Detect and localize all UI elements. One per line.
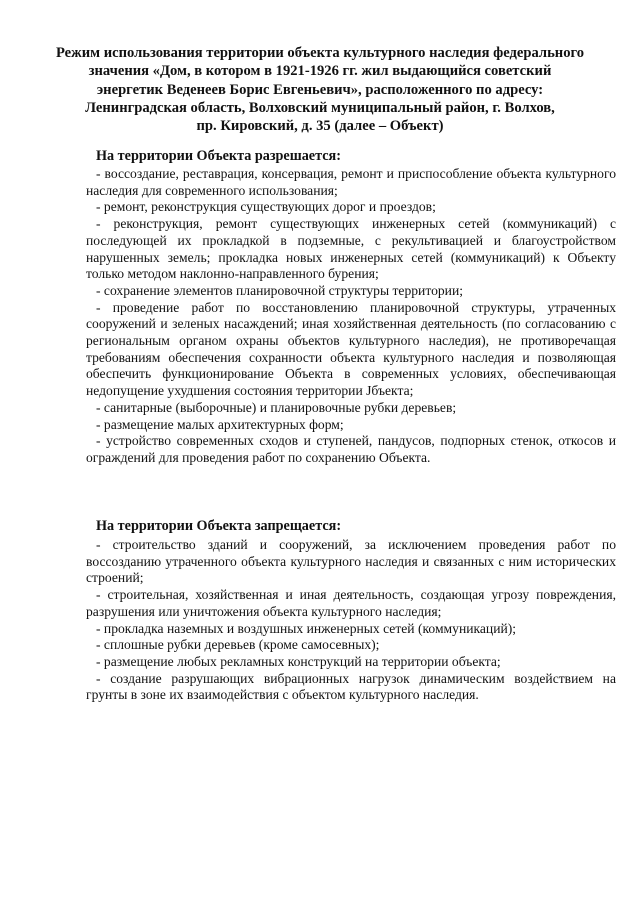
title-line: значения «Дом, в котором в 1921-1926 гг. жил выдающийся советский bbox=[88, 63, 552, 80]
allowed-item: - размещение малых архитектурных форм; bbox=[96, 416, 344, 432]
forbidden-list bbox=[86, 537, 616, 704]
title-line: Ленинградская область, Волховский муниципальный район, г. Волхов, bbox=[85, 99, 555, 116]
document-title bbox=[40, 44, 600, 135]
title-line: энергетик Веденеев Борис Евгеньевич», расположенного по адресу: bbox=[96, 81, 544, 98]
allowed-list bbox=[86, 166, 616, 467]
allowed-item: - санитарные (выборочные) и планировочные рубки деревьев; bbox=[96, 399, 457, 415]
allowed-item: - устройство современных сходов и ступеней, пандусов, подпорных стенок, откосов и ограждений для проведения работ по сохранению Объекта. bbox=[86, 433, 616, 465]
allowed-item: - воссоздание, реставрация, консервация, ремонт и приспособление объекта культурного наследия для современного использования; bbox=[86, 166, 616, 198]
allowed-item: - реконструкция, ремонт существующих инженерных сетей (коммуникаций) с последующей их прокладкой в подземные, с рекультивацией и благоустройством нарушенных земель; прокладка новых инженерных сетей (коммуникаций) к Объекту только методом наклонно-направленного бурения; bbox=[86, 216, 616, 282]
forbidden-item: - создание разрушающих вибрационных нагрузок динамическим воздействием на грунты в зоне их взаимодействия с объектом культурного наследия. bbox=[86, 670, 616, 703]
title-line: Режим использования территории объекта культурного наследия федерального bbox=[55, 45, 585, 61]
forbidden-item: - размещение любых рекламных конструкций на территории объекта; bbox=[96, 653, 501, 669]
forbidden-item: - сплошные рубки деревьев (кроме самосевных); bbox=[96, 637, 380, 653]
forbidden-item: - прокладка наземных и воздушных инженерных сетей (коммуникаций); bbox=[96, 620, 517, 636]
allowed-heading: На территории Объекта разрешается: bbox=[96, 148, 341, 164]
forbidden-heading: На территории Объекта запрещается: bbox=[96, 518, 342, 534]
title-line: пр. Кировский, д. 35 (далее – Объект) bbox=[196, 118, 444, 135]
forbidden-item: - строительная, хозяйственная и иная деятельность, создающая угрозу повреждения, разрушения или уничтожения объекта культурного наследия; bbox=[86, 587, 616, 619]
allowed-item: - проведение работ по восстановлению планировочной структуры, утраченных сооружений и зеленых насаждений; иная хозяйственная деятельность (по согласованию с региональным органом охраны объектов культурного наследия), не противоречащая требованиям обеспечения сохранности объекта культурного наследия и позволяющая обеспечить функционирование Объекта в современных условиях, обеспечивающая недопущение ухудшения состояния территории Jбъекта; bbox=[86, 299, 616, 399]
allowed-item: - ремонт, реконструкция существующих дорог и проездов; bbox=[96, 199, 436, 215]
forbidden-item: - строительство зданий и сооружений, за исключением проведения работ по воссозданию утраченного объекта культурного наследия и связанных с ним исторических строений; bbox=[86, 537, 616, 586]
allowed-item: - сохранение элементов планировочной структуры территории; bbox=[96, 282, 464, 298]
